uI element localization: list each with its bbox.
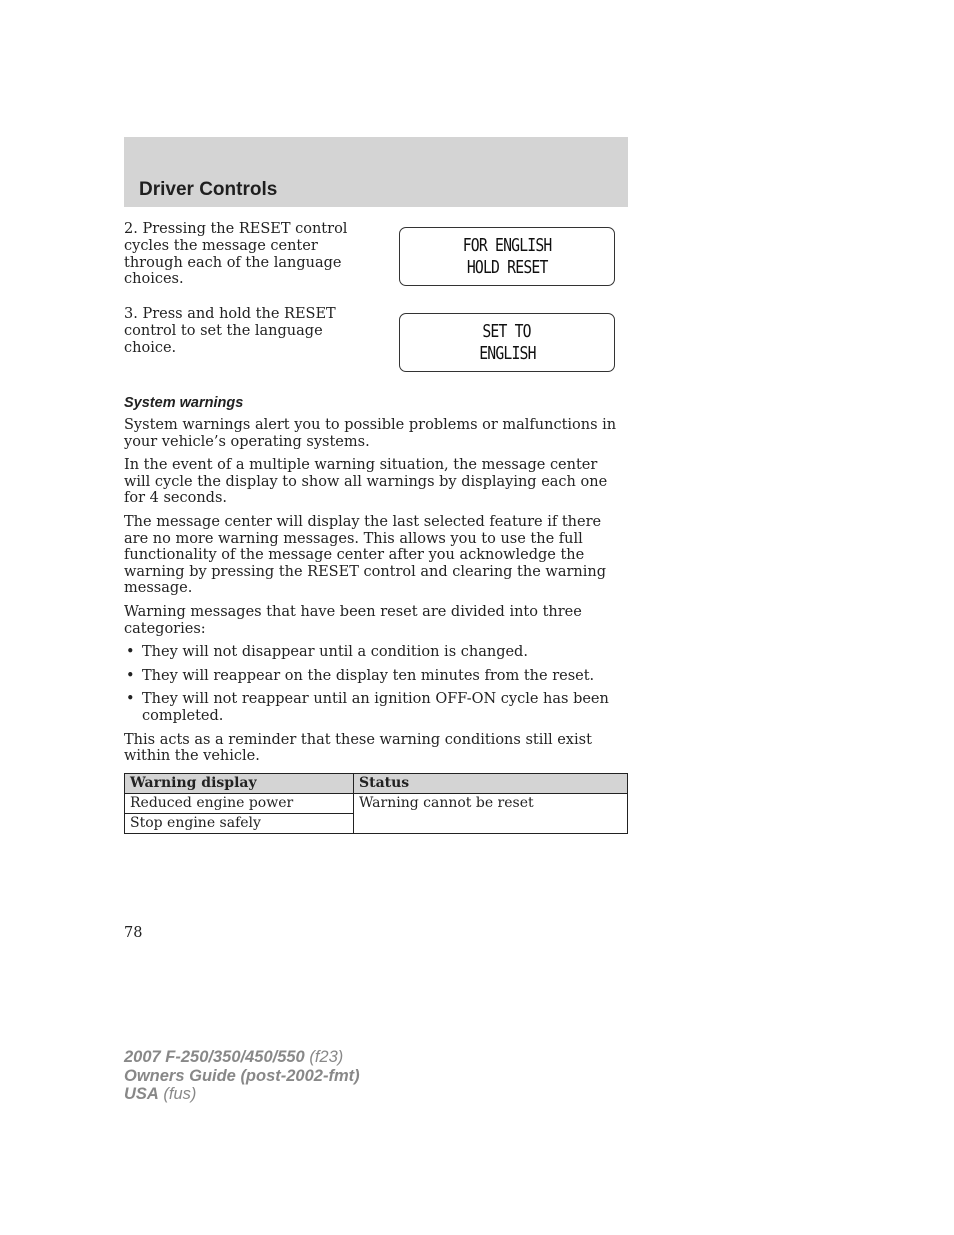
column-header: Status bbox=[354, 773, 628, 793]
warning-categories-list bbox=[124, 644, 628, 724]
closing-paragraph: This acts as a reminder that these warning conditions still exist within the vehicle. bbox=[124, 731, 592, 765]
table-row bbox=[125, 793, 628, 813]
status-cell: Warning cannot be reset bbox=[354, 793, 628, 833]
warning-table bbox=[124, 773, 628, 834]
footer-line-3: USA (fus) bbox=[124, 1085, 197, 1103]
display-line-1: SET TO bbox=[482, 320, 532, 342]
message-center-display-for-english bbox=[399, 227, 615, 286]
bullet-icon: • bbox=[126, 644, 135, 661]
list-item: • They will not reappear until an ignition OFF-ON cycle has been completed. bbox=[126, 691, 609, 724]
column-header: Warning display bbox=[125, 773, 354, 793]
paragraph: The message center will display the last selected feature if there are no more warning messages. This allows you to use the full functionality of the message center after you acknowledge the warning by pressing the RESET control and clearing the warning message. bbox=[124, 513, 606, 597]
system-warnings-heading: System warnings bbox=[124, 395, 244, 411]
list-item: • They will not disappear until a condition is changed. bbox=[126, 644, 528, 661]
display-line-1: FOR ENGLISH bbox=[462, 234, 552, 256]
footer-line-2: Owners Guide (post-2002-fmt) bbox=[124, 1066, 360, 1085]
table-cell: Stop engine safely bbox=[125, 813, 354, 833]
system-warnings-section bbox=[124, 395, 628, 834]
paragraph: System warnings alert you to possible problems or malfunctions in your vehicle’s operating systems. bbox=[124, 417, 617, 450]
step-2-text: 2. Pressing the RESET control cycles the message center through each of the language choices. bbox=[124, 221, 348, 288]
table-header-row bbox=[125, 773, 628, 793]
header-band bbox=[124, 137, 628, 207]
table-cell: Reduced engine power bbox=[125, 793, 354, 813]
bullet-icon: • bbox=[126, 667, 135, 684]
message-center-display-set-to-english bbox=[399, 313, 615, 372]
document-footer bbox=[124, 1048, 360, 1104]
step-3-text: 3. Press and hold the RESET control to set the language choice. bbox=[124, 306, 336, 356]
paragraph: Warning messages that have been reset are divided into three categories: bbox=[124, 603, 582, 637]
footer-line-1: 2007 F-250/350/450/550 (f23) bbox=[124, 1048, 344, 1066]
bullet-icon: • bbox=[126, 691, 135, 708]
display-line-2: HOLD RESET bbox=[466, 256, 548, 278]
section-title: Driver Controls bbox=[139, 179, 278, 200]
paragraph: In the event of a multiple warning situation, the message center will cycle the display to show all warnings by displaying each one for 4 seconds. bbox=[124, 457, 608, 507]
list-item: • They will reappear on the display ten minutes from the reset. bbox=[126, 667, 595, 684]
page-number: 78 bbox=[124, 925, 143, 941]
display-line-2: ENGLISH bbox=[478, 342, 536, 364]
